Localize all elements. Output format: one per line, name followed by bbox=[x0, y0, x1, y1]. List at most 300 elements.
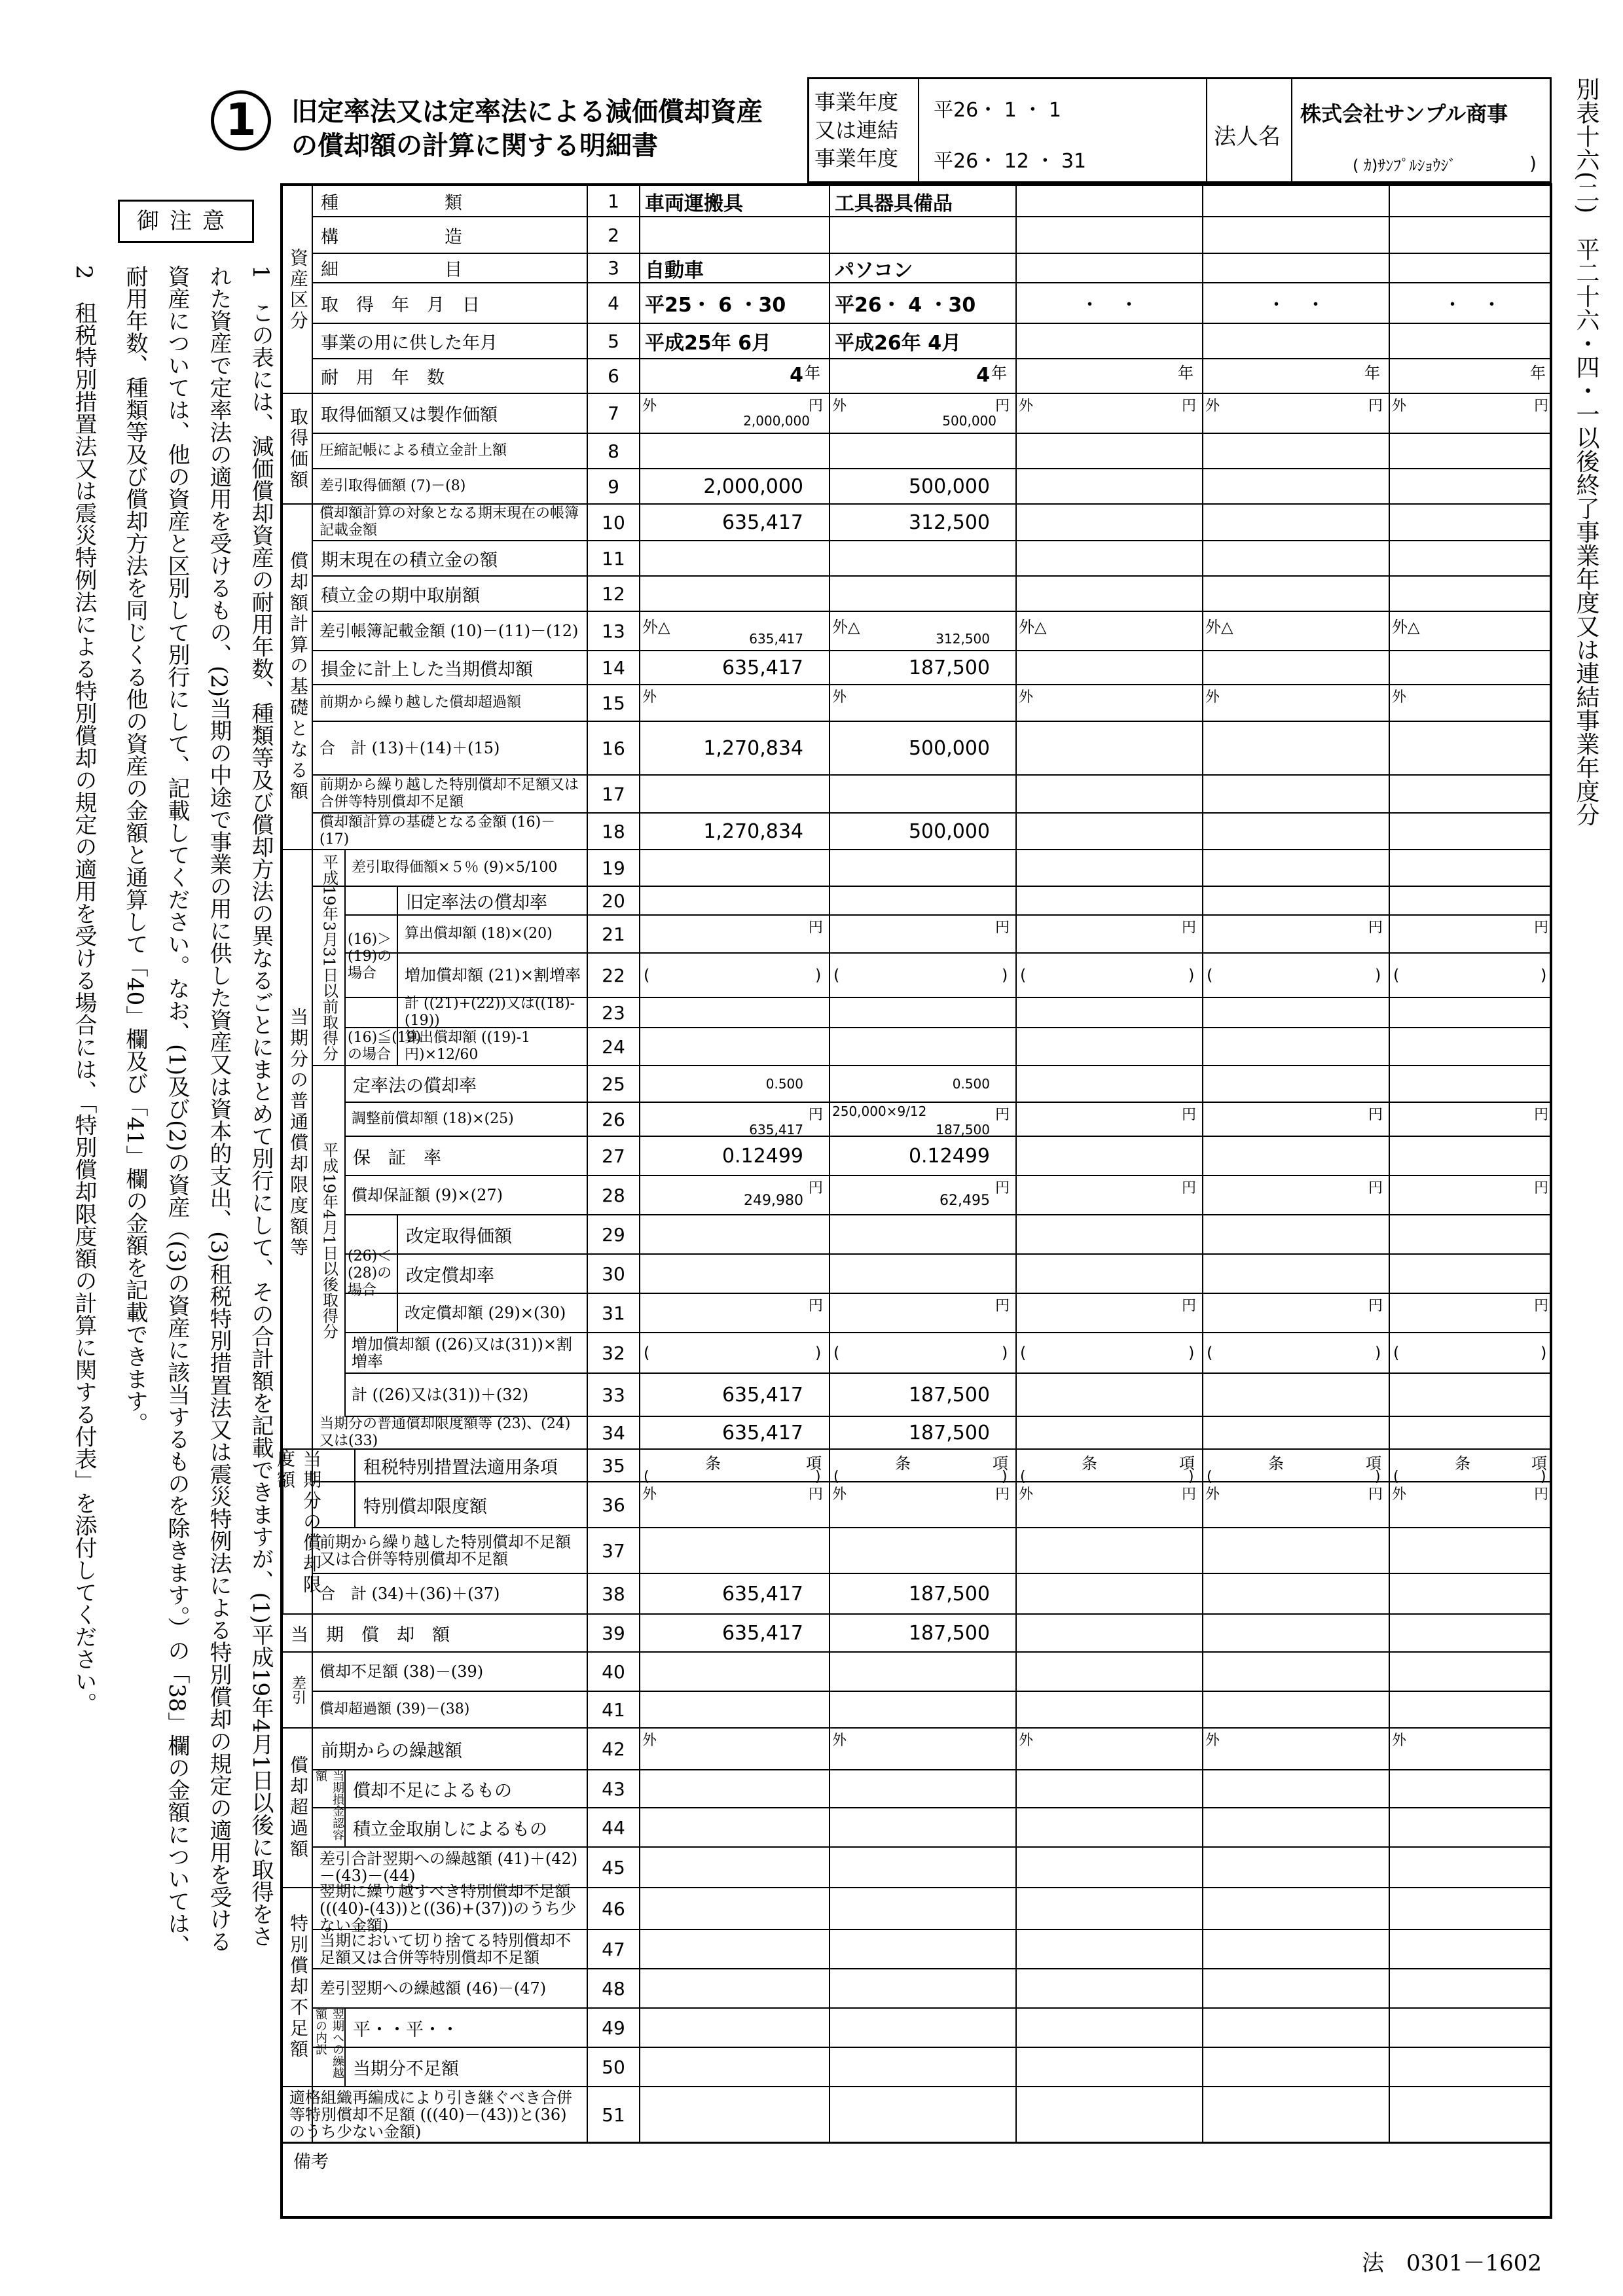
row-label-50 bbox=[346, 2047, 587, 2087]
row-label-49 bbox=[346, 2008, 587, 2047]
note-1: 1 この表には、減価償却資産の耐用年数、種類等及び償却方法の異なるごとにまとめて別行にして、その合計額を記載できますが、(1)平成19年4月1日以後に取得をされた資産で定率法の適用を受けるもの、(2)当期の中途で事業の用に供した資産又は資本的支出、(3)租税特別措置法又は震災特例法による特別償却の規定の適用を受ける資産については、他の資産と区別して別行にして、記載してください。なお、(1)及び(2)の資産（(3)の資産に該当するものを除きます。）の「38」欄の金額については、耐用年数、種類等及び償却方法を同じくる他の資産の金額と通算して「40」欄及び「41」欄の金額を記載できます。 bbox=[122, 265, 274, 1957]
col1-year-unit: 年 bbox=[991, 364, 1007, 382]
row-label-text-46: 翌期に繰り越すべき特別償却不足額 (((40)-(43))と((36)+(37))のうち少ない金額) bbox=[319, 1882, 577, 1935]
col1-r35-pc: ) bbox=[1002, 1469, 1008, 1485]
row-label-24 bbox=[399, 1028, 587, 1066]
row-label-44 bbox=[346, 1808, 587, 1847]
row-label-39 bbox=[284, 1614, 587, 1652]
col0-r28-yen: 円 bbox=[809, 1180, 824, 1196]
case-16-19: (16)＞(19)の場合 bbox=[348, 931, 392, 982]
row-number-23: 23 bbox=[602, 1001, 625, 1024]
row-number-34: 34 bbox=[602, 1422, 625, 1444]
col1-r35-jou: 条 bbox=[895, 1454, 911, 1473]
row-label-45 bbox=[314, 1847, 587, 1888]
col1-r4[interactable]: 平26・ 4 ・30 bbox=[835, 294, 976, 317]
col2-r21-yen: 円 bbox=[1182, 920, 1197, 936]
col1-r5[interactable]: 平成26年 4月 bbox=[835, 332, 962, 355]
row-label-13 bbox=[314, 611, 587, 651]
col1-r39[interactable]: 187,500 bbox=[908, 1621, 990, 1645]
col1-r35-po: ( bbox=[833, 1469, 839, 1485]
row-label-8 bbox=[314, 433, 587, 469]
row-label-text-7: 取得価額又は製作価額 bbox=[321, 405, 498, 425]
row-number-13: 13 bbox=[602, 620, 625, 642]
row-number-40: 40 bbox=[602, 1660, 625, 1683]
row-number-24: 24 bbox=[602, 1035, 625, 1058]
row-label-text-20: 旧定率法の償却率 bbox=[406, 892, 547, 913]
form-title bbox=[291, 95, 763, 163]
group-acq-cost: 取得価額 bbox=[287, 406, 309, 491]
col4-r4[interactable]: ・ ・ bbox=[1442, 294, 1502, 317]
row-number-42: 42 bbox=[602, 1738, 625, 1760]
col0-r26[interactable]: 635,417 bbox=[749, 1122, 803, 1138]
col1-r42-gai: 外 bbox=[832, 1732, 847, 1749]
row-label-text-43: 償却不足によるもの bbox=[353, 1780, 512, 1801]
row-label-text-47: 当期において切り捨てる特別償却不足額又は合併等特別償却不足額 bbox=[319, 1931, 571, 1967]
row-label-16 bbox=[314, 721, 587, 775]
note-2: 2 租税特別措置法又は震災特例法による特別償却の規定の適用を受ける場合には、「特別償却限度額の計算に関する付表」を添付してください。 bbox=[71, 265, 97, 1715]
col4-r42-gai: 外 bbox=[1392, 1732, 1407, 1749]
row-label-text-37: 前期から繰り越した特別償却不足額又は合併等特別償却不足額 bbox=[319, 1533, 571, 1568]
approved-1: 当期損金認容額 bbox=[314, 1770, 344, 1840]
col1-r7[interactable]: 500,000 bbox=[942, 413, 996, 429]
row-label-41 bbox=[314, 1691, 587, 1728]
col1-r31-yen: 円 bbox=[995, 1298, 1010, 1314]
row-label-5 bbox=[314, 323, 587, 359]
row-label-9 bbox=[314, 469, 587, 504]
col0-r22-pc: ) bbox=[815, 966, 822, 984]
col2-r13-gai: 外△ bbox=[1019, 618, 1047, 636]
group-diff: 差引 bbox=[289, 1676, 306, 1704]
col3-r22-pc: ) bbox=[1375, 966, 1381, 984]
row-label-text-40: 償却不足額 (38)－(39) bbox=[319, 1662, 484, 1681]
col3-r7-gai: 外 bbox=[1205, 398, 1220, 414]
col1-r28-yen: 円 bbox=[995, 1180, 1010, 1196]
row-number-37: 37 bbox=[602, 1539, 625, 1562]
col1-r13-gai: 外△ bbox=[832, 618, 860, 636]
row-label-text-6: 耐 用 年 数 bbox=[321, 368, 445, 388]
row-number-9: 9 bbox=[608, 475, 619, 497]
row-label-48 bbox=[314, 1969, 587, 2008]
col4-r35-po: ( bbox=[1393, 1469, 1399, 1485]
col0-r26-yen: 円 bbox=[809, 1107, 824, 1123]
period-label-2: 又は連結 bbox=[814, 118, 899, 143]
row-label-17 bbox=[314, 775, 587, 813]
col0-r35-pc: ) bbox=[815, 1469, 821, 1485]
col1-r6[interactable]: 4 bbox=[976, 364, 990, 387]
col1-r36-yen: 円 bbox=[995, 1486, 1010, 1503]
period-end[interactable]: 平26・ 12 ・ 31 bbox=[934, 150, 1087, 173]
row-number-21: 21 bbox=[602, 923, 625, 945]
row-label-text-42: 前期からの繰越額 bbox=[321, 1740, 462, 1761]
row-number-16: 16 bbox=[602, 737, 625, 759]
col2-r35-kou: 項 bbox=[1179, 1454, 1195, 1473]
col2-r42-gai: 外 bbox=[1019, 1732, 1034, 1749]
col3-year-unit: 年 bbox=[1364, 364, 1380, 382]
row-label-34 bbox=[314, 1416, 587, 1449]
col0-r25[interactable]: 0.500 bbox=[765, 1076, 803, 1092]
row-number-5: 5 bbox=[608, 330, 619, 352]
col0-r6[interactable]: 4 bbox=[790, 364, 803, 387]
main-table bbox=[274, 183, 1552, 2219]
row-label-text-39: 当 期 償 却 額 bbox=[291, 1624, 450, 1645]
col4-r7-gai: 外 bbox=[1392, 398, 1407, 414]
row-label-46 bbox=[314, 1882, 587, 1935]
col2-r4[interactable]: ・ ・ bbox=[1080, 294, 1139, 317]
row-label-text-34: 当期分の普通償却限度額等 (23)、(24)又は(33) bbox=[319, 1416, 571, 1449]
row-label-text-17: 前期から繰り越した特別償却不足額又は合併等特別償却不足額 bbox=[319, 777, 579, 810]
col0-r7[interactable]: 2,000,000 bbox=[743, 413, 810, 429]
col0-r18[interactable]: 1,270,834 bbox=[703, 819, 803, 843]
col2-r15-gai: 外 bbox=[1019, 689, 1034, 706]
row-label-text-50: 当期分不足額 bbox=[353, 2058, 459, 2079]
row-label-19 bbox=[346, 850, 587, 886]
row-label-2 bbox=[314, 217, 587, 253]
col1-r1[interactable]: 工具器具備品 bbox=[835, 192, 953, 215]
col4-r36-gai: 外 bbox=[1392, 1486, 1407, 1503]
row-label-text-41: 償却超過額 (39)－(38) bbox=[319, 1701, 470, 1717]
row-number-8: 8 bbox=[608, 440, 619, 462]
row-label-18 bbox=[314, 813, 587, 850]
row-label-text-19: 差引取得価額×５％ (9)×5/100 bbox=[352, 859, 558, 876]
col3-r35-po: ( bbox=[1207, 1469, 1213, 1485]
row-label-text-30: 改定償却率 bbox=[406, 1265, 494, 1286]
row-label-text-44: 積立金取崩しによるもの bbox=[353, 1819, 547, 1840]
row-label-text-12: 積立金の期中取崩額 bbox=[321, 585, 480, 606]
col0-r35-po: ( bbox=[644, 1469, 649, 1485]
col0-r1[interactable]: 車両運搬具 bbox=[645, 192, 743, 215]
col3-r15-gai: 外 bbox=[1205, 689, 1220, 706]
col2-r22-po: ( bbox=[1020, 966, 1027, 984]
col1-r16[interactable]: 500,000 bbox=[908, 736, 990, 760]
col0-r28[interactable]: 249,980 bbox=[744, 1193, 803, 1209]
col1-r10[interactable]: 312,500 bbox=[908, 511, 990, 534]
row-number-36: 36 bbox=[602, 1494, 625, 1516]
row-label-29 bbox=[399, 1215, 587, 1254]
row-label-text-3: 細 目 bbox=[321, 260, 462, 280]
period-label-1: 事業年度 bbox=[814, 90, 899, 115]
col3-r35-jou: 条 bbox=[1268, 1454, 1284, 1473]
row-label-28 bbox=[346, 1175, 587, 1215]
col3-r35-pc: ) bbox=[1375, 1469, 1381, 1485]
col1-r21-yen: 円 bbox=[995, 920, 1010, 936]
group-post-h19: 平成19年4月1日以後取得分 bbox=[319, 1142, 338, 1340]
group-excess: 償却超過額 bbox=[287, 1755, 309, 1860]
form-title-line1: 旧定率法又は定率法による減価償却資産 bbox=[291, 96, 763, 127]
col0-r9[interactable]: 2,000,000 bbox=[703, 475, 803, 498]
col0-r5[interactable]: 平成25年 6月 bbox=[645, 332, 772, 355]
col3-r26-yen: 円 bbox=[1368, 1107, 1383, 1123]
col4-r26-yen: 円 bbox=[1534, 1107, 1549, 1123]
col4-r21-yen: 円 bbox=[1534, 920, 1549, 936]
col1-r26[interactable]: 187,500 bbox=[936, 1122, 990, 1138]
row-label-37 bbox=[314, 1528, 587, 1573]
row-number-47: 47 bbox=[602, 1938, 625, 1960]
row-number-20: 20 bbox=[602, 889, 625, 912]
row-label-text-45: 差引合計翌期への繰越額 (41)＋(42)－(43)－(44) bbox=[319, 1850, 578, 1885]
col3-r13-gai: 外△ bbox=[1205, 618, 1233, 636]
row-label-text-15: 前期から繰り越した償却超過額 bbox=[319, 694, 522, 711]
row-number-30: 30 bbox=[602, 1263, 625, 1285]
row-number-29: 29 bbox=[602, 1223, 625, 1246]
period-label bbox=[814, 88, 898, 173]
row-label-text-8: 圧縮記帳による積立金計上額 bbox=[319, 442, 507, 459]
row-number-50: 50 bbox=[602, 2056, 625, 2078]
col3-r4[interactable]: ・ ・ bbox=[1266, 294, 1326, 317]
col0-r4[interactable]: 平25・ 6 ・30 bbox=[645, 294, 786, 317]
col3-r36-gai: 外 bbox=[1205, 1486, 1220, 1503]
row-label-text-22: 増加償却額 (21)×割増率 bbox=[405, 966, 581, 984]
row-label-33 bbox=[346, 1373, 587, 1416]
col1-r38[interactable]: 187,500 bbox=[908, 1582, 990, 1605]
row-number-46: 46 bbox=[602, 1897, 625, 1920]
col0-r32-pc: ) bbox=[815, 1344, 822, 1362]
row-label-text-51: 適格組織再編成により引き継ぐべき合併等特別償却不足額 (((40)－(43))と(36)のうち少ない金額) bbox=[289, 2089, 572, 2141]
row-number-44: 44 bbox=[602, 1816, 625, 1839]
col2-r32-pc: ) bbox=[1188, 1344, 1195, 1362]
row-number-15: 15 bbox=[602, 692, 625, 714]
row-label-text-33: 計 ((26)又は(31))＋(32) bbox=[352, 1386, 529, 1404]
row-label-3 bbox=[314, 253, 587, 283]
row-number-17: 17 bbox=[602, 783, 625, 805]
col4-r22-pc: ) bbox=[1541, 966, 1547, 984]
row-number-49: 49 bbox=[602, 2017, 625, 2039]
row-label-text-27: 保 証 率 bbox=[353, 1147, 441, 1168]
col3-r42-gai: 外 bbox=[1205, 1732, 1220, 1749]
form-title-line2: の償却額の計算に関する明細書 bbox=[291, 130, 658, 161]
col1-r9[interactable]: 500,000 bbox=[908, 475, 990, 498]
notes-header: 御注意 bbox=[118, 200, 254, 243]
col4-r35-pc: ) bbox=[1541, 1469, 1546, 1485]
row-number-22: 22 bbox=[602, 964, 625, 986]
col1-r14[interactable]: 187,500 bbox=[908, 656, 990, 679]
row-label-7 bbox=[314, 393, 587, 433]
row-number-32: 32 bbox=[602, 1342, 625, 1364]
company-name[interactable]: 株式会社サンプル商事 bbox=[1300, 101, 1508, 126]
row-label-40 bbox=[314, 1652, 587, 1691]
col1-r34[interactable]: 187,500 bbox=[908, 1421, 990, 1444]
row-label-text-28: 償却保証額 (9)×(27) bbox=[352, 1186, 503, 1204]
company-kana[interactable]: ( ｶ)ｻﾝﾌﾟﾙｼｮｳｼﾞ bbox=[1353, 156, 1457, 175]
col1-r26-note[interactable]: 250,000×9/12 bbox=[832, 1103, 927, 1119]
group-base: 償却額計算の基礎となる額 bbox=[287, 551, 309, 802]
col3-r21-yen: 円 bbox=[1368, 920, 1383, 936]
row-number-31: 31 bbox=[602, 1302, 625, 1324]
row-label-text-26: 調整前償却額 (18)×(25) bbox=[352, 1111, 514, 1127]
row-label-text-21: 算出償却額 (18)×(20) bbox=[405, 925, 553, 942]
row-number-41: 41 bbox=[602, 1698, 625, 1721]
row-label-text-25: 定率法の償却率 bbox=[353, 1075, 477, 1096]
col1-r18[interactable]: 500,000 bbox=[908, 819, 990, 843]
col3-r31-yen: 円 bbox=[1368, 1298, 1383, 1314]
row-label-12 bbox=[314, 576, 587, 611]
col1-r3[interactable]: パソコン bbox=[835, 259, 913, 282]
group-current-limit: 当期分の償却限度額 bbox=[274, 1449, 322, 1596]
col0-r27[interactable]: 0.12499 bbox=[721, 1144, 803, 1168]
col3-r22-po: ( bbox=[1207, 966, 1213, 984]
row-number-3: 3 bbox=[608, 257, 619, 279]
col0-r38[interactable]: 635,417 bbox=[721, 1582, 803, 1605]
row-label-42 bbox=[314, 1728, 587, 1770]
period-label-3: 事業年度 bbox=[814, 146, 899, 171]
col4-r28-yen: 円 bbox=[1534, 1180, 1549, 1196]
row-number-10: 10 bbox=[602, 511, 625, 533]
row-label-25 bbox=[346, 1066, 587, 1102]
col4-year-unit: 年 bbox=[1530, 364, 1546, 382]
col4-r22-po: ( bbox=[1393, 966, 1400, 984]
row-label-26 bbox=[346, 1102, 587, 1136]
row-number-45: 45 bbox=[602, 1856, 625, 1878]
col1-r22-po: ( bbox=[833, 966, 840, 984]
company-label: 法人名 bbox=[1214, 124, 1281, 150]
row-label-text-49: 平・・平・・ bbox=[353, 2019, 459, 2040]
col2-r35-jou: 条 bbox=[1082, 1454, 1097, 1473]
col1-r25[interactable]: 0.500 bbox=[952, 1076, 990, 1092]
row-label-10 bbox=[314, 504, 587, 541]
row-label-text-2: 構 造 bbox=[321, 226, 462, 247]
period-start[interactable]: 平26・ 1 ・ 1 bbox=[934, 99, 1061, 122]
col2-r26-yen: 円 bbox=[1182, 1107, 1197, 1123]
row-label-text-29: 改定取得価額 bbox=[406, 1226, 512, 1247]
col1-r26-yen: 円 bbox=[995, 1107, 1010, 1123]
group-pre-h19: 平成19年3月31日以前取得分 bbox=[319, 853, 338, 1062]
row-number-35: 35 bbox=[602, 1454, 625, 1477]
row-number-38: 38 bbox=[602, 1583, 625, 1605]
row-label-38 bbox=[314, 1573, 587, 1614]
row-label-text-35: 租税特別措置法適用条項 bbox=[363, 1457, 558, 1478]
col0-r10[interactable]: 635,417 bbox=[721, 511, 803, 534]
row-number-25: 25 bbox=[602, 1073, 625, 1095]
side-title: 別表十六(二) 平二十六・四・一以後終了事業年度又は連結事業年度分 bbox=[1573, 77, 1599, 827]
col1-r32-pc: ) bbox=[1002, 1344, 1008, 1362]
row-number-2: 2 bbox=[608, 224, 619, 246]
row-label-43 bbox=[346, 1770, 587, 1808]
row-label-51 bbox=[284, 2087, 587, 2143]
company-kana-close: ) bbox=[1529, 152, 1537, 174]
col4-r15-gai: 外 bbox=[1392, 689, 1407, 706]
row-label-text-10: 償却額計算の対象となる期末現在の帳簿記載金額 bbox=[319, 505, 579, 539]
row-label-text-1: 種 類 bbox=[321, 193, 462, 213]
col0-r13-gai: 外△ bbox=[642, 618, 670, 636]
col3-r36-yen: 円 bbox=[1368, 1486, 1383, 1503]
row-label-4 bbox=[314, 283, 587, 323]
col0-r33[interactable]: 635,417 bbox=[721, 1383, 803, 1407]
row-number-12: 12 bbox=[602, 583, 625, 605]
col4-r35-kou: 項 bbox=[1531, 1454, 1547, 1473]
row-label-36 bbox=[357, 1482, 587, 1528]
col4-r31-yen: 円 bbox=[1534, 1298, 1549, 1314]
row-number-7: 7 bbox=[608, 403, 619, 424]
row-number-11: 11 bbox=[602, 547, 625, 569]
col0-r32-po: ( bbox=[644, 1344, 650, 1362]
col0-r42-gai: 外 bbox=[642, 1732, 657, 1749]
row-label-14 bbox=[314, 651, 587, 685]
col1-r33[interactable]: 187,500 bbox=[908, 1383, 990, 1407]
col0-r13[interactable]: 635,417 bbox=[749, 631, 803, 647]
col0-r16[interactable]: 1,270,834 bbox=[703, 736, 803, 760]
col4-r35-jou: 条 bbox=[1455, 1454, 1470, 1473]
col1-r35-kou: 項 bbox=[993, 1454, 1008, 1473]
col0-r7-yen: 円 bbox=[809, 398, 824, 414]
row-number-14: 14 bbox=[602, 656, 625, 679]
col0-r36-gai: 外 bbox=[642, 1486, 657, 1503]
row-label-text-9: 差引取得価額 (7)－(8) bbox=[319, 478, 466, 494]
row-number-6: 6 bbox=[608, 365, 619, 387]
col2-r32-po: ( bbox=[1020, 1344, 1027, 1362]
col0-r7-gai: 外 bbox=[642, 398, 657, 414]
row-label-text-14: 損金に計上した当期償却額 bbox=[321, 659, 533, 680]
row-label-32 bbox=[346, 1333, 587, 1373]
col0-r31-yen: 円 bbox=[809, 1298, 824, 1314]
row-label-text-11: 期末現在の積立金の額 bbox=[321, 550, 498, 571]
col0-r15-gai: 外 bbox=[642, 689, 657, 706]
row-number-19: 19 bbox=[602, 857, 625, 879]
row-number-26: 26 bbox=[602, 1108, 625, 1130]
row-number-39: 39 bbox=[602, 1622, 625, 1644]
col1-r27[interactable]: 0.12499 bbox=[908, 1144, 990, 1168]
group-current-normal: 当期分の普通償却限度額等 bbox=[287, 1007, 309, 1259]
col1-r13[interactable]: 312,500 bbox=[936, 631, 990, 647]
col0-r21-yen: 円 bbox=[809, 920, 824, 936]
case-26-28: (26)＜(28)の場合 bbox=[348, 1248, 392, 1299]
col3-r7-yen: 円 bbox=[1368, 398, 1383, 414]
row-label-text-4: 取 得 年 月 日 bbox=[321, 295, 480, 315]
col0-r39[interactable]: 635,417 bbox=[721, 1621, 803, 1645]
col4-r36-yen: 円 bbox=[1534, 1486, 1549, 1503]
col4-r32-po: ( bbox=[1393, 1344, 1400, 1362]
row-label-text-16: 合 計 (13)＋(14)＋(15) bbox=[319, 739, 500, 757]
row-label-47 bbox=[314, 1929, 587, 1969]
col0-r34[interactable]: 635,417 bbox=[721, 1421, 803, 1444]
row-label-35 bbox=[357, 1449, 587, 1482]
col1-r36-gai: 外 bbox=[832, 1486, 847, 1503]
col2-r28-yen: 円 bbox=[1182, 1180, 1197, 1196]
col1-r28[interactable]: 62,495 bbox=[939, 1193, 990, 1209]
row-label-23 bbox=[399, 997, 587, 1028]
col1-r7-gai: 外 bbox=[832, 398, 847, 414]
col0-r22-po: ( bbox=[644, 966, 650, 984]
header-box bbox=[807, 77, 1552, 183]
row-label-text-31: 改定償却額 (29)×(30) bbox=[405, 1304, 566, 1322]
row-label-21 bbox=[399, 915, 587, 953]
form-number-mark: 1 bbox=[211, 90, 271, 151]
row-label-text-24: 算出償却額 ((19)-1円)×12/60 bbox=[405, 1030, 531, 1063]
col2-r35-po: ( bbox=[1020, 1469, 1026, 1485]
row-label-22 bbox=[399, 953, 587, 997]
row-number-48: 48 bbox=[602, 1977, 625, 2000]
row-label-20 bbox=[399, 886, 587, 915]
col3-r32-po: ( bbox=[1207, 1344, 1213, 1362]
row-label-6 bbox=[314, 359, 587, 393]
col4-r32-pc: ) bbox=[1541, 1344, 1547, 1362]
col1-r15-gai: 外 bbox=[832, 689, 847, 706]
row-label-30 bbox=[399, 1254, 587, 1293]
col0-r3[interactable]: 自動車 bbox=[645, 259, 704, 282]
row-label-text-38: 合 計 (34)＋(36)＋(37) bbox=[319, 1585, 500, 1603]
row-number-43: 43 bbox=[602, 1778, 625, 1800]
row-number-27: 27 bbox=[602, 1145, 625, 1167]
approved-2: 翌期への繰越額の内訳 bbox=[314, 2008, 344, 2079]
col0-r35-jou: 条 bbox=[705, 1454, 721, 1473]
col4-r7-yen: 円 bbox=[1534, 398, 1549, 414]
col2-r7-gai: 外 bbox=[1019, 398, 1034, 414]
col3-r32-pc: ) bbox=[1375, 1344, 1381, 1362]
row-label-text-36: 特別償却限度額 bbox=[363, 1496, 487, 1517]
col2-r7-yen: 円 bbox=[1182, 398, 1197, 414]
row-label-27 bbox=[346, 1136, 587, 1175]
col1-r7-yen: 円 bbox=[995, 398, 1010, 414]
col0-r14[interactable]: 635,417 bbox=[721, 656, 803, 679]
col3-r28-yen: 円 bbox=[1368, 1180, 1383, 1196]
